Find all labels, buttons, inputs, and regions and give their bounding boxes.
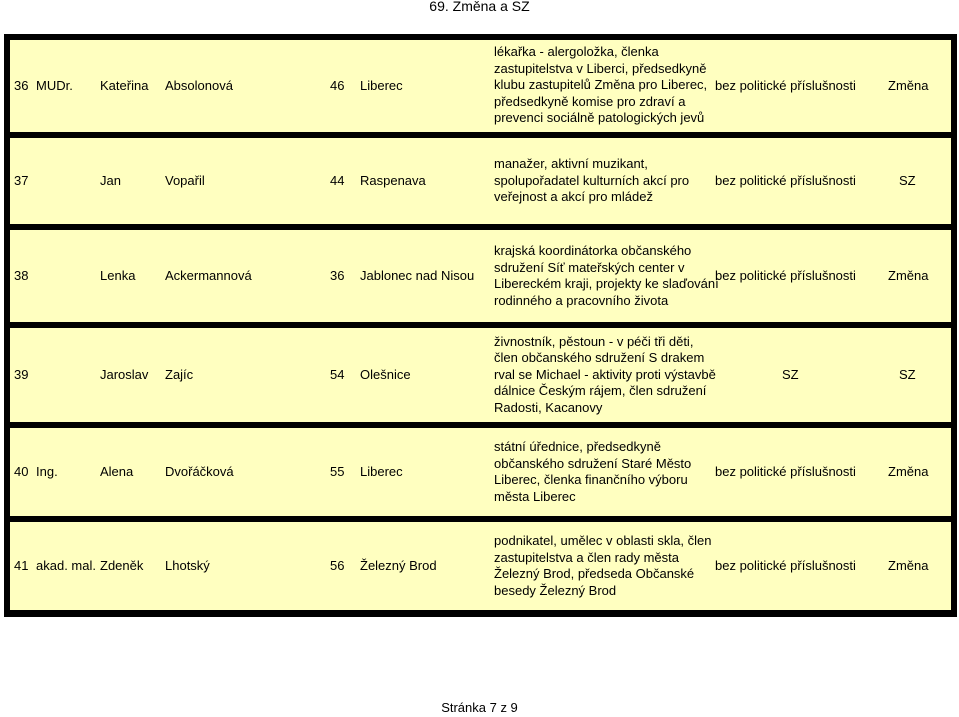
- candidate-nominated-by: SZ: [899, 173, 916, 188]
- candidate-number: 36: [14, 78, 29, 93]
- candidate-occupation: státní úřednice, předsedkyně občanského sdružení Staré Město Liberec, členka finančního výboru města Liberec: [494, 439, 692, 504]
- candidate-age: 55: [330, 464, 345, 479]
- table-row: [10, 230, 951, 322]
- candidate-nominated-by: Změna: [888, 78, 929, 93]
- candidate-nominated-by: Změna: [888, 268, 929, 283]
- candidate-last-name: Zajíc: [165, 367, 194, 382]
- candidate-age: 44: [330, 173, 345, 188]
- candidate-last-name: Dvořáčková: [165, 464, 234, 479]
- candidate-title: MUDr.: [36, 78, 73, 93]
- table-row: [10, 40, 951, 132]
- candidate-last-name: Absolonová: [165, 78, 233, 93]
- candidate-occupation: podnikatel, umělec v oblasti skla, člen zastupitelstva a člen rady města Železný Brod, předseda Občanské besedy Železný Brod: [494, 533, 712, 598]
- candidate-affiliation: bez politické příslušnosti: [715, 558, 856, 573]
- candidate-city: Železný Brod: [360, 558, 437, 573]
- page-number: Stránka 7 z 9: [441, 700, 518, 715]
- candidate-first-name: Zdeněk: [100, 558, 144, 573]
- candidate-title: akad. mal.: [36, 558, 96, 573]
- candidate-first-name: Kateřina: [100, 78, 149, 93]
- candidate-city: Liberec: [360, 464, 403, 479]
- candidate-affiliation: bez politické příslušnosti: [715, 464, 856, 479]
- candidate-nominated-by: Změna: [888, 558, 929, 573]
- candidate-first-name: Alena: [100, 464, 134, 479]
- table-row: [10, 522, 951, 610]
- candidate-city: Raspenava: [360, 173, 426, 188]
- candidate-occupation: manažer, aktivní muzikant, spolupořadatel kulturních akcí pro veřejnost a akcí pro mládež: [494, 156, 690, 205]
- candidate-last-name: Vopařil: [165, 173, 205, 188]
- candidate-affiliation: SZ: [782, 367, 799, 382]
- table-row: [10, 138, 951, 224]
- candidate-age: 46: [330, 78, 345, 93]
- candidate-affiliation: bez politické příslušnosti: [715, 268, 856, 283]
- candidate-occupation: lékařka - alergoložka, členka zastupitelstva v Liberci, předsedkyně klubu zastupitelů Změna pro Liberec, předsedkyně komise pro zdraví a prevenci sociálně patologických jevů: [494, 44, 708, 125]
- candidate-first-name: Jan: [100, 173, 121, 188]
- table-row: [10, 328, 951, 422]
- candidate-first-name: Lenka: [100, 268, 136, 283]
- candidate-table: [4, 34, 957, 617]
- candidate-last-name: Lhotský: [165, 558, 210, 573]
- candidate-age: 56: [330, 558, 345, 573]
- candidate-city: Liberec: [360, 78, 403, 93]
- candidate-age: 54: [330, 367, 345, 382]
- page-title: 69. Změna a SZ: [429, 0, 530, 14]
- candidate-title: Ing.: [36, 464, 58, 479]
- candidate-number: 39: [14, 367, 29, 382]
- candidate-number: 41: [14, 558, 29, 573]
- candidate-number: 40: [14, 464, 29, 479]
- candidate-city: Jablonec nad Nisou: [360, 268, 475, 283]
- candidate-number: 38: [14, 268, 29, 283]
- candidate-nominated-by: SZ: [899, 367, 916, 382]
- candidate-first-name: Jaroslav: [100, 367, 149, 382]
- candidate-nominated-by: Změna: [888, 464, 929, 479]
- candidate-occupation: krajská koordinátorka občanského sdružení Síť mateřských center v Libereckém kraji, projekty ke slaďování rodinného a pracovního života: [494, 243, 719, 308]
- candidate-last-name: Ackermannová: [165, 268, 252, 283]
- candidate-city: Olešnice: [360, 367, 411, 382]
- table-row: [10, 428, 951, 516]
- candidate-occupation: živnostník, pěstoun - v péči tři děti, člen občanského sdružení S drakem rval se Michael - aktivity proti výstavbě dálnice Českým rájem, člen sdružení Radosti, Kacanovy: [494, 333, 716, 415]
- candidate-age: 36: [330, 268, 345, 283]
- candidate-affiliation: bez politické příslušnosti: [715, 173, 856, 188]
- candidate-affiliation: bez politické příslušnosti: [715, 78, 856, 93]
- candidate-number: 37: [14, 173, 29, 188]
